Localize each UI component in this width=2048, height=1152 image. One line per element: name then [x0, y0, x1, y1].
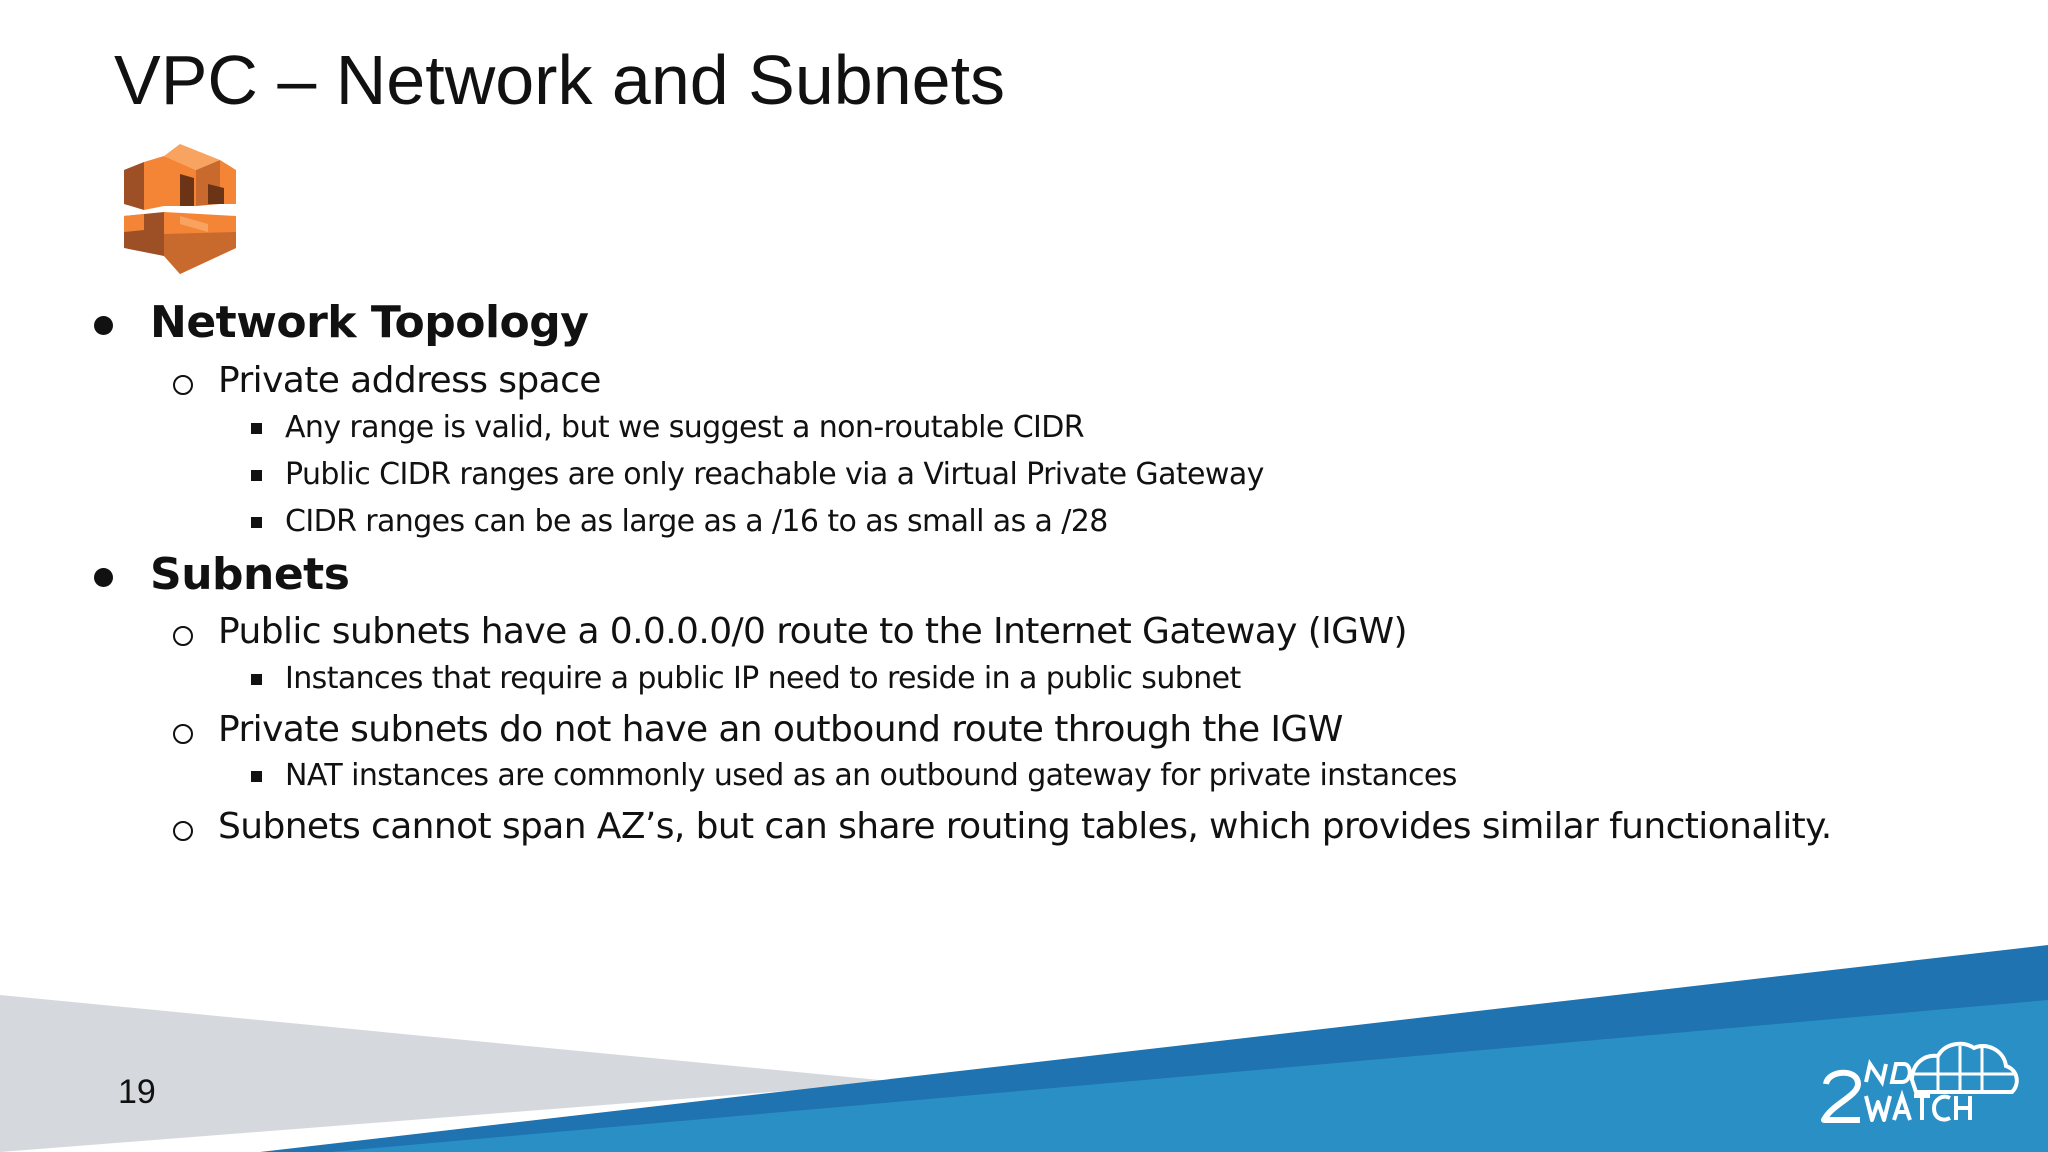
bullet-subnets-az: Subnets cannot span AZ’s, but can share routing tables, which provides similar functionality. — [218, 806, 1832, 847]
bullet-circle-icon — [173, 375, 193, 395]
aws-vpc-icon — [124, 144, 236, 274]
bullet-any-range: Any range is valid, but we suggest a non-routable CIDR — [285, 410, 1085, 445]
bullet-private-address-space: Private address space — [218, 360, 601, 401]
bullet-disc-icon — [94, 568, 113, 587]
bullet-square-icon — [251, 517, 262, 528]
bullet-subnets: Subnets — [150, 549, 350, 600]
bullet-nat-instances: NAT instances are commonly used as an outbound gateway for private instances — [285, 758, 1457, 793]
bullet-public-subnets: Public subnets have a 0.0.0.0/0 route to the Internet Gateway (IGW) — [218, 611, 1407, 652]
bullet-network-topology: Network Topology — [150, 297, 589, 348]
page-number: 19 — [118, 1073, 156, 1111]
slide-title: VPC – Network and Subnets — [114, 41, 1006, 119]
bullet-square-icon — [251, 470, 262, 481]
bullet-private-subnets: Private subnets do not have an outbound route through the IGW — [218, 709, 1343, 750]
bullet-circle-icon — [173, 626, 193, 646]
bullet-square-icon — [251, 771, 262, 782]
bullet-circle-icon — [173, 724, 193, 744]
bullet-circle-icon — [173, 821, 193, 841]
bullet-cidr-ranges: CIDR ranges can be as large as a /16 to as small as a /28 — [285, 504, 1108, 539]
bullet-public-ip: Instances that require a public IP need to reside in a public subnet — [285, 661, 1241, 696]
bullet-square-icon — [251, 423, 262, 434]
bullet-square-icon — [251, 674, 262, 685]
2nd-watch-logo — [1820, 1040, 2020, 1124]
bullet-public-cidr: Public CIDR ranges are only reachable via a Virtual Private Gateway — [285, 457, 1264, 492]
bullet-disc-icon — [94, 316, 113, 335]
